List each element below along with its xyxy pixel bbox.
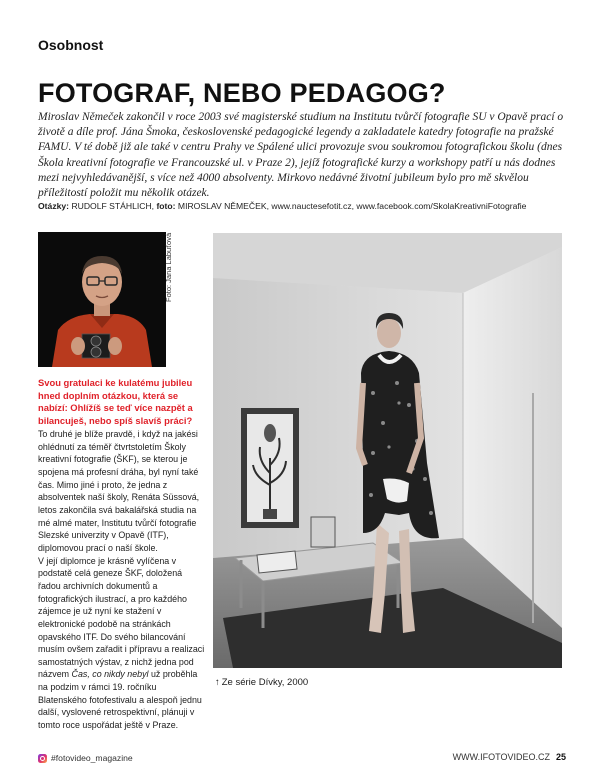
article-lede: Miroslav Němeček zakončil v roce 2003 své magisterské studium na Institutu tvůrčí fotografie SU v Opavě prací o životě a díle prof. Jána Šmoka, československé pedagogické legendy a zakladatele katedry fotografie na pražské FAMU. V té době již ale také v centru Prahy ve Spálené ulici provozuje svou soukromou fotografickou školu (dnes Škola kreativní fotografie ve Francouzské ul. v Praze 2), jejíž fotografické kurzy a workshopy patří u nás dodnes mezi nejvyhledávanější, s více než 4000 absolventy. Mirkovo nedávné životní jubileum bylo pro mě skvělou příležitostí položit mu několik otázek. [38, 111, 564, 200]
body-text: už proběhla na podzim v rámci 19. ročníku Blatenského fotofestivalu a alespoň jednu další, vyslovené retrospektivní, plánuji v tomto roce uspořádat ještě v Praze. [38, 669, 202, 731]
article-credits [38, 201, 568, 211]
page-number: 25 [555, 752, 566, 762]
caption-text: Ze série Dívky, 2000 [221, 677, 309, 688]
body-text: V její diplomce je krásně vylíčena v podstatě celá geneze ŠKF, doložená řadou archivních dokumentů a fotografických ilustrací, a pro každého zájemce je už nyní ke stažení v elektronické podobě na stránkách opavského ITF. Do svého bilancování musím ovšem zařadit i přípravu a realizaci samostatných výstav, z nichž jedna pod názvem [38, 555, 205, 680]
instagram-icon [38, 754, 47, 763]
photo-author: MIROSLAV NĚMEČEK, [177, 201, 269, 211]
credit-links: www.nauctesefotit.cz, www.facebook.com/SkolaKreativniFotografie [271, 201, 527, 211]
body-paragraph [38, 555, 205, 732]
arrow-up-icon: ↑ [215, 677, 220, 688]
questions-label: Otázky: [38, 201, 70, 211]
article-body [38, 428, 205, 732]
photo-label: foto: [156, 201, 176, 211]
hashtag-text: #fotovideo_magazine [51, 753, 133, 763]
section-label: Osobnost [38, 37, 104, 53]
questions-author: RUDOLF STÁHLICH, [71, 201, 155, 211]
article-title: FOTOGRAF, NEBO PEDAGOG? [38, 78, 446, 108]
portrait-illustration [38, 232, 166, 367]
photo-caption [213, 677, 308, 688]
footer-right [453, 752, 566, 762]
exhibition-title: Čas, co nikdy nebyl [71, 669, 149, 680]
portrait-photo [38, 232, 166, 367]
interview-question: Svou gratulaci ke kulatému jubileu hned doplním otázkou, která se nabízí: Ohlížíš se teď více nazpět a bilancuješ, nebo spíš slavíš práci? [38, 377, 193, 426]
body-paragraph: To druhé je blíže pravdě, i když na jakési ohlédnutí za téměř čtvrtstoletím Školy kreativní fotografie (ŠKF), se kterou je spojena má profesní dráha, byl nyní také čas. Mimo jiné i proto, že jedna z absolventek naší školy, Renáta Süssová, letos zakončila svá bakalářská studia na mé almé mater, Institutu tvůrčí fotografie Slezské univerzity v Opavě (ITF), diplomovou prací o naší škole. [38, 429, 200, 553]
main-photo [213, 233, 562, 668]
portrait-credit: Foto: Jana Labuťová [164, 232, 173, 302]
footer-hashtag [38, 753, 133, 763]
site-url[interactable]: WWW.IFOTOVIDEO.CZ [452, 752, 550, 762]
room-photo-illustration [213, 233, 562, 668]
